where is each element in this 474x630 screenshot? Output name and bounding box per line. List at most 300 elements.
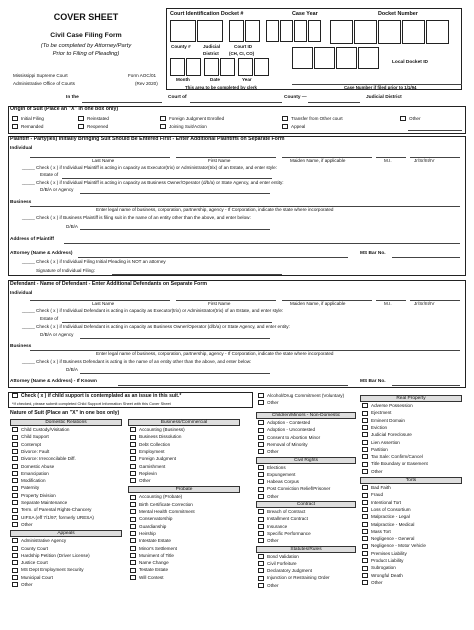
nature-item-habeas-corpus[interactable]: Habeas Corpus	[258, 479, 356, 484]
checkbox[interactable]	[258, 554, 264, 559]
nature-item-debt-collection[interactable]: Debt Collection	[130, 442, 240, 447]
checkbox[interactable]	[258, 449, 264, 454]
checkbox[interactable]	[130, 449, 136, 454]
nature-item-conservatorship[interactable]: Conservatorship	[130, 516, 240, 521]
checkbox[interactable]	[12, 500, 18, 505]
form-subtitle: Civil Case Filing Form	[50, 32, 122, 39]
nature-item-breach-of-contract[interactable]: Breach of Contract	[258, 509, 356, 514]
checkbox[interactable]	[258, 509, 264, 514]
checkbox[interactable]	[362, 469, 368, 474]
nature-item-other[interactable]: Other	[12, 522, 122, 527]
checkbox[interactable]	[12, 427, 18, 432]
nature-item-accounting-probate[interactable]: Accounting (Probate)	[130, 494, 240, 499]
court-of-field[interactable]	[190, 102, 282, 103]
checkbox[interactable]	[12, 471, 18, 476]
nature-head-appeals: Appeals	[10, 530, 122, 537]
nature-item-elections[interactable]: Elections	[258, 465, 356, 470]
checkbox[interactable]	[130, 435, 136, 440]
checkbox[interactable]	[130, 546, 136, 551]
case-year-box-3[interactable]	[294, 20, 307, 42]
nature-item-emancipation[interactable]: Emancipation	[12, 471, 122, 476]
nature-item-specific-performance[interactable]: Specific Performance	[258, 531, 356, 536]
nature-item-mental-health-commitment[interactable]: Mental Health Commitment	[130, 509, 240, 514]
checkbox[interactable]	[12, 546, 18, 551]
checkbox[interactable]	[362, 425, 368, 430]
checkbox[interactable]	[12, 124, 18, 129]
plaintiff-not-attorney-check[interactable]: _____ Check ( x ) if Individual Filing Initial Pleading is NOT an attorney	[22, 259, 166, 264]
nature-item-municipal-court[interactable]: Municipal Court	[12, 575, 122, 580]
checkbox[interactable]	[362, 440, 368, 445]
plaintiff-address-field[interactable]	[64, 243, 460, 244]
nature-item-negligence-general[interactable]: Negligence - General	[362, 536, 462, 541]
month-label: Month	[176, 77, 190, 82]
defendant-dba-field[interactable]	[80, 338, 270, 339]
nature-item-eviction[interactable]: Eviction	[362, 425, 462, 430]
nature-item-garnishment[interactable]: Garnishment	[130, 464, 240, 469]
nature-item-adverse-possession[interactable]: Adverse Possession	[362, 403, 462, 408]
nature-head-civil-rights: Civil Rights	[256, 457, 356, 464]
county-number-box[interactable]	[170, 20, 196, 42]
local-docket-box-3[interactable]	[336, 47, 357, 69]
defendant-dba-label: D/B/A or Agency	[40, 332, 74, 337]
checkbox[interactable]	[12, 435, 18, 440]
nature-item-subrogation[interactable]: Subrogation	[362, 565, 462, 570]
date-label: Date	[210, 77, 220, 82]
nature-item-other[interactable]: Other	[258, 583, 356, 588]
origin-remanded[interactable]: Remanded	[12, 124, 43, 129]
defendant-ms-bar-label: MS Bar No.	[360, 379, 386, 384]
docket-box-3[interactable]	[378, 20, 401, 44]
checkbox[interactable]	[258, 524, 264, 529]
nature-item-child-support[interactable]: Child Support	[12, 434, 122, 439]
court-id-label: Court ID	[234, 44, 253, 49]
local-docket-box-4[interactable]	[358, 47, 379, 69]
checkbox[interactable]	[12, 493, 18, 498]
nature-item-name-change[interactable]: Name Change	[130, 560, 240, 565]
origin-appeal[interactable]: Appeal	[282, 124, 305, 129]
checkbox[interactable]	[12, 486, 18, 491]
checkbox[interactable]	[78, 124, 84, 129]
nature-item-administrative-agency[interactable]: Administrative Agency	[12, 538, 122, 543]
nature-item-business-dissolution[interactable]: Business Dissolution	[130, 434, 240, 439]
checkbox[interactable]	[12, 522, 18, 527]
checkbox[interactable]	[282, 116, 288, 121]
checkbox[interactable]	[258, 561, 264, 566]
nature-item-other[interactable]: Other	[12, 582, 122, 587]
year-box-2[interactable]	[254, 58, 269, 76]
origin-other[interactable]: Other	[400, 116, 421, 121]
nature-item-intentional-tort[interactable]: Intentional Tort	[362, 500, 462, 505]
nature-item-malpractice-legal[interactable]: Malpractice - Legal	[362, 514, 462, 519]
checkbox[interactable]	[362, 522, 368, 527]
checkbox[interactable]	[258, 479, 264, 484]
nature-head-domestic-relations: Domestic Relations	[10, 419, 122, 426]
nature-item-heirship[interactable]: Heirship	[130, 531, 240, 536]
checkbox[interactable]	[362, 432, 368, 437]
checkbox[interactable]	[12, 560, 18, 565]
date-box-1[interactable]	[204, 58, 219, 76]
nature-item-lien-assertion[interactable]: Lien Assertion	[362, 440, 462, 445]
defendant-dba-check[interactable]: _____ Check ( x ) if Individual Defendant is acting in capacity as Business Owner/Operator (d/b/a) or State Agency, and enter entity:	[22, 324, 290, 329]
case-number-note: Case Number if filed prior to 1/1/94	[344, 85, 417, 90]
checkbox[interactable]	[130, 464, 136, 469]
nature-item-eminent-domain[interactable]: Eminent Domain	[362, 418, 462, 423]
checkbox[interactable]	[130, 478, 136, 483]
nature-item-premises-liability[interactable]: Premises Liability	[362, 551, 462, 556]
nature-item-other[interactable]: Other	[362, 580, 462, 585]
checkbox[interactable]	[362, 514, 368, 519]
nature-item-domestic-abuse[interactable]: Domestic Abuse	[12, 464, 122, 469]
plaintiff-individual-label: Individual	[10, 146, 33, 151]
nature-item-employment[interactable]: Employment	[130, 449, 240, 454]
plaintiff-business-hint: Enter legal name of business, corporation, partnership, agency - If Corporation, indicate the state where incorporated	[96, 207, 334, 212]
nature-item-uifsa-eff-7-1-97-formerly-uresa[interactable]: UIFSA (eff 7/1/97; formerly URESA)	[12, 515, 122, 520]
plaintiff-ms-bar-label: MS Bar No.	[360, 251, 386, 256]
child-support-check[interactable]: Check ( x ) if child support is contemplated as an issue in this suit.*	[12, 393, 181, 400]
nature-item-adoption-contested[interactable]: Adoption - Contested	[258, 420, 356, 425]
checkbox[interactable]	[130, 538, 136, 543]
judicial-label: Judicial	[203, 44, 221, 49]
checkbox[interactable]	[12, 582, 18, 587]
clerk-area-note: This area to be completed by clerk	[185, 85, 257, 90]
case-year-box-4[interactable]	[308, 20, 321, 42]
nature-item-negligence-motor-vehicle[interactable]: Negligence - Motor Vehicle	[362, 543, 462, 548]
nature-item-hardship-petition-driver-license[interactable]: Hardship Petition (Driver License)	[12, 553, 122, 558]
origin-transfer[interactable]: Transfer from Other court	[282, 116, 343, 121]
checkbox[interactable]	[258, 487, 264, 492]
plaintiff-title: Plaintiff - Party(ies) Initially Bringing Suit Should Be Entered First - Enter Additional Plaintiffs on Separate Form	[10, 136, 285, 142]
checkbox[interactable]	[12, 575, 18, 580]
nature-item-divorce-fault[interactable]: Divorce: Fault	[12, 449, 122, 454]
defendant-individual-label: Individual	[10, 291, 33, 296]
checkbox[interactable]	[258, 576, 264, 581]
checkbox[interactable]	[130, 575, 136, 580]
judicial-district-box[interactable]	[197, 20, 223, 42]
nature-item-divorce-irreconcilable-diff[interactable]: Divorce: Irreconcilable Diff.	[12, 456, 122, 461]
defendant-title: Defendant - Name of Defendant - Enter Additional Defendants on Separate Form	[10, 281, 207, 287]
nature-item-paternity[interactable]: Paternity	[12, 485, 122, 490]
origin-reopened[interactable]: Reopened	[78, 124, 108, 129]
plaintiff-attorney-field[interactable]	[78, 257, 348, 258]
nature-item-ejectment[interactable]: Ejectment	[362, 410, 462, 415]
year-label: Year	[242, 77, 252, 82]
nature-item-birth-certificate-correction[interactable]: Birth Certificate Correction	[130, 502, 240, 507]
nature-item-other[interactable]: Other	[258, 494, 356, 499]
defendant-dba2-label: D/B/A	[66, 367, 78, 372]
checkbox[interactable]	[258, 442, 264, 447]
defendant-last-name-label: Last Name	[92, 301, 115, 306]
nature-item-separate-maintenance[interactable]: Separate Maintenance	[12, 500, 122, 505]
defendant-maiden-label: Maiden Name, if applicable	[290, 301, 346, 306]
district-label: District	[203, 51, 219, 56]
nature-item-bond-validation[interactable]: Bond Validation	[258, 554, 356, 559]
checkbox[interactable]	[258, 531, 264, 536]
checkbox[interactable]	[362, 558, 368, 563]
defendant-business-label: Business	[10, 344, 32, 349]
plaintiff-dba-check[interactable]: _____ Check ( x ) if Individual Plaintiff is acting in capacity as Business Owner/Operator (d/b/a) or State Agency, and enter entity:	[22, 180, 284, 185]
checkbox[interactable]	[258, 494, 264, 499]
checkbox[interactable]	[130, 531, 136, 536]
checkbox[interactable]	[130, 517, 136, 522]
checkbox[interactable]	[362, 536, 368, 541]
plaintiff-entity-check[interactable]: _____ Check ( x ) if Business Plaintiff is filing suit in the name of an entity other than the above, and enter below:	[22, 215, 251, 220]
nature-item-intestate-estate[interactable]: Intestate Estate	[130, 538, 240, 543]
defendant-estate-label: Estate of	[40, 316, 59, 321]
local-docket-box-1[interactable]	[292, 47, 313, 69]
defendant-attorney-field[interactable]	[118, 385, 348, 386]
case-year-box-2[interactable]	[280, 20, 293, 42]
checkbox[interactable]	[130, 471, 136, 476]
nature-item-loss-of-consortium[interactable]: Loss of Consortium	[362, 507, 462, 512]
checkbox[interactable]	[12, 442, 18, 447]
checkbox[interactable]	[362, 493, 368, 498]
nature-item-installment-contract[interactable]: Installment Contract	[258, 516, 356, 521]
checkbox[interactable]	[12, 449, 18, 454]
checkbox[interactable]	[258, 393, 264, 398]
nature-item-will-contest[interactable]: Will Contest	[130, 575, 240, 580]
checkbox[interactable]	[362, 485, 368, 490]
in-the-label: In the	[66, 95, 79, 100]
nature-item-other[interactable]: Other	[130, 478, 240, 483]
nature-item-tax-sale-confirm-cancel[interactable]: Tax Sale: Confirm/Cancel	[362, 454, 462, 459]
case-year-box-1[interactable]	[266, 20, 279, 42]
nature-item-title-boundary-or-easement[interactable]: Title Boundary or Easement	[362, 461, 462, 466]
origin-initial-filing[interactable]: Initial Filing	[12, 116, 44, 121]
nature-head-children-minors-non-domestic: Children/Minors - Non-Domestic	[256, 412, 356, 419]
nature-item-ms-dept-employment-security[interactable]: MS Dept Employment Security	[12, 567, 122, 572]
nature-item-foreign-judgment[interactable]: Foreign Judgment	[130, 456, 240, 461]
defendant-ms-bar-field[interactable]	[392, 385, 460, 386]
court-of-label: Court of	[168, 95, 187, 100]
nature-head-real-property: Real Property	[360, 395, 462, 402]
nature-item-county-court[interactable]: County Court	[12, 546, 122, 551]
docket-box-5[interactable]	[426, 20, 449, 44]
plaintiff-business-label: Business	[10, 200, 32, 205]
nature-item-other[interactable]: Other	[258, 538, 356, 543]
docket-box-4[interactable]	[402, 20, 425, 44]
checkbox[interactable]	[362, 454, 368, 459]
month-box-2[interactable]	[186, 58, 201, 76]
nature-item-other[interactable]: Other	[258, 449, 356, 454]
nature-item-replevin[interactable]: Replevin	[130, 471, 240, 476]
nature-item-injunction-or-restraining-order[interactable]: Injunction or Restraining Order	[258, 575, 356, 580]
nature-item-product-liability[interactable]: Product Liability	[362, 558, 462, 563]
plaintiff-attorney-label: Attorney (Name & Address)	[10, 251, 73, 256]
nature-head-probate: Probate	[128, 486, 240, 493]
checkbox[interactable]	[130, 495, 136, 500]
checkbox[interactable]	[130, 502, 136, 507]
nature-item-guardianship[interactable]: Guardianship	[130, 524, 240, 529]
nature-item-adoption-uncontested[interactable]: Adoption - Uncontested	[258, 427, 356, 432]
child-support-note: *If checked, please submit completed Child Support Information Sheet with this Cover Sheet	[12, 401, 171, 406]
defendant-executor-check[interactable]: _____ Check ( x ) if Individual Defendant is acting in capacity as Executor(trix) or Administrator(trix) of an Estate, and enter style:	[22, 308, 284, 313]
form-title: COVER SHEET	[53, 12, 119, 22]
checkbox[interactable]	[258, 435, 264, 440]
month-box-1[interactable]	[170, 58, 185, 76]
nature-item-alcohol-drug-commitment-voluntary-top[interactable]: Alcohol/Drug Commitment (Voluntary)	[258, 393, 344, 398]
checkbox[interactable]	[130, 442, 136, 447]
checkbox[interactable]	[12, 553, 18, 558]
checkbox[interactable]	[130, 456, 136, 461]
nature-item-justice-court[interactable]: Justice Court	[12, 560, 122, 565]
checkbox[interactable]	[258, 428, 264, 433]
nature-item-testate-estate[interactable]: Testate Estate	[130, 567, 240, 572]
local-docket-label: Local Docket ID	[392, 60, 428, 65]
court-id-box-1[interactable]	[229, 20, 244, 42]
defendant-dba2-field[interactable]	[80, 373, 270, 374]
checkbox[interactable]	[258, 420, 264, 425]
checkbox[interactable]	[12, 116, 18, 121]
defendant-first-name-label: First Name	[208, 301, 231, 306]
nature-item-child-custody-visitation[interactable]: Child Custody/Visitation	[12, 427, 122, 432]
checkbox[interactable]	[362, 507, 368, 512]
plaintiff-dba2-field[interactable]	[80, 229, 270, 230]
nature-item-civil-forfeiture[interactable]: Civil Forfeiture	[258, 561, 356, 566]
checkbox[interactable]	[12, 508, 18, 513]
nature-item-post-conviction-relief-prisoner[interactable]: Post Conviction Relief/Prisoner	[258, 486, 356, 491]
checkbox[interactable]	[362, 403, 368, 408]
checkbox[interactable]	[362, 529, 368, 534]
checkbox[interactable]	[362, 462, 368, 467]
nature-item-term-of-parental-rights-chancery[interactable]: Term. of Parental Rights-Chancery	[12, 507, 122, 512]
nature-item-malpractice-medical[interactable]: Malpractice - Medical	[362, 522, 462, 527]
checkbox[interactable]	[400, 116, 406, 121]
nature-item-insurance[interactable]: Insurance	[258, 524, 356, 529]
origin-foreign-judgment[interactable]: Foreign Judgment Enrolled	[160, 116, 224, 121]
checkbox[interactable]	[12, 568, 18, 573]
nature-item-wrongful-death[interactable]: Wrongful Death	[362, 573, 462, 578]
nature-item-mass-tort[interactable]: Mass Tort	[362, 529, 462, 534]
plaintiff-mi-label: M.I.	[384, 158, 392, 163]
checkbox[interactable]	[362, 551, 368, 556]
defendant-attorney-label: Attorney (Name & Address) - If Known	[10, 379, 97, 384]
nature-item-muniment-of-title[interactable]: Muniment of Title	[130, 553, 240, 558]
checkbox[interactable]	[362, 544, 368, 549]
checkbox[interactable]	[130, 560, 136, 565]
checkbox[interactable]	[258, 400, 264, 405]
judicial-district-label: Judicial District	[366, 95, 402, 100]
checkbox[interactable]	[258, 568, 264, 573]
case-number-field[interactable]	[292, 84, 462, 85]
checkbox[interactable]	[78, 116, 84, 121]
nature-item-partition[interactable]: Partition	[362, 447, 462, 452]
plaintiff-estate-field[interactable]	[62, 178, 272, 179]
nature-item-judicial-foreclosure[interactable]: Judicial Foreclosure	[362, 432, 462, 437]
checkbox[interactable]	[362, 447, 368, 452]
docket-box-2[interactable]	[354, 20, 377, 44]
court-left-2: Administrative Office of Courts	[13, 81, 75, 86]
defendant-estate-field[interactable]	[62, 322, 272, 323]
form-revision: (Rev 2020)	[135, 81, 158, 86]
year-box-1[interactable]	[238, 58, 253, 76]
court-id-docket-label: Court Identification Docket #	[170, 11, 244, 17]
checkbox[interactable]	[258, 538, 264, 543]
plaintiff-suffix-label: Jr/Sr/III/IV	[414, 158, 435, 163]
nature-item-other-top[interactable]: Other	[258, 400, 279, 405]
checkbox[interactable]	[130, 524, 136, 529]
checkbox[interactable]	[258, 465, 264, 470]
checkbox[interactable]	[130, 568, 136, 573]
checkbox[interactable]	[362, 566, 368, 571]
checkbox[interactable]	[12, 464, 18, 469]
nature-head-statutes-rules: Statutes/Rules	[256, 546, 356, 553]
nature-item-contempt[interactable]: Contempt	[12, 442, 122, 447]
plaintiff-last-name-label: Last Name	[92, 158, 115, 163]
county-field[interactable]	[308, 102, 360, 103]
checkbox[interactable]	[12, 515, 18, 520]
checkbox[interactable]	[160, 124, 166, 129]
form-number: Form AOC/01	[128, 73, 157, 78]
checkbox[interactable]	[362, 411, 368, 416]
plaintiff-dba-label: D/B/A or Agency	[40, 187, 74, 192]
defendant-mi-label: M.I.	[384, 301, 392, 306]
checkbox[interactable]	[12, 478, 18, 483]
nature-item-removal-of-minority[interactable]: Removal of Minority	[258, 442, 356, 447]
checkbox[interactable]	[362, 573, 368, 578]
origin-reinstated[interactable]: Reinstated	[78, 116, 109, 121]
origin-other-field[interactable]	[408, 130, 462, 131]
nature-item-other[interactable]: Other	[362, 469, 462, 474]
form-note-line2: Prior to Filing of Pleading)	[52, 51, 120, 57]
checkbox[interactable]	[258, 472, 264, 477]
plaintiff-executor-check[interactable]: _____ Check ( x ) if Individual Plaintiff is acting in capacity as Executor(trix) or Administrator(trix) of an Estate, and enter style:	[22, 165, 277, 170]
docket-box-1[interactable]	[330, 20, 353, 44]
nature-item-expungement[interactable]: Expungement	[258, 472, 356, 477]
origin-joining-suit[interactable]: Joining Suit/Action	[160, 124, 207, 129]
court-id-box-2[interactable]	[245, 20, 260, 42]
plaintiff-estate-label: Estate of	[40, 172, 59, 177]
checkbox[interactable]	[282, 124, 288, 129]
nature-item-declaratory-judgment[interactable]: Declaratory Judgment	[258, 568, 356, 573]
county-label: County —	[284, 95, 307, 100]
checkbox[interactable]	[130, 553, 136, 558]
plaintiff-dba-field[interactable]	[80, 193, 270, 194]
checkbox[interactable]	[362, 418, 368, 423]
nature-item-consent-to-abortion-minor[interactable]: Consent to Abortion Minor	[258, 435, 356, 440]
in-the-field[interactable]	[82, 102, 162, 103]
docket-number-label: Docket Number	[378, 11, 418, 17]
checkbox[interactable]	[12, 456, 18, 461]
nature-item-minor-s-settlement[interactable]: Minor's Settlement	[130, 546, 240, 551]
defendant-suffix-label: Jr/Sr/III/IV	[414, 301, 435, 306]
nature-item-bad-faith[interactable]: Bad Faith	[362, 485, 462, 490]
checkbox[interactable]	[130, 427, 136, 432]
form-note-line1: (To be completed by Attorney/Party	[40, 43, 132, 49]
checkbox[interactable]	[362, 580, 368, 585]
plaintiff-ms-bar-field[interactable]	[392, 257, 460, 258]
defendant-entity-check[interactable]: _____ Check ( x ) if Business Defendant is acting in the name of an entity other than the above, and enter below:	[22, 359, 252, 364]
nature-head-business-commercial: Business/Commercial	[128, 419, 240, 426]
nature-item-property-division[interactable]: Property Division	[12, 493, 122, 498]
checkbox[interactable]	[258, 583, 264, 588]
checkbox[interactable]	[12, 538, 18, 543]
checkbox[interactable]	[160, 116, 166, 121]
case-year-label: Case Year	[292, 11, 318, 17]
checkbox[interactable]	[362, 500, 368, 505]
plaintiff-maiden-label: Maiden Name, if applicable	[290, 158, 346, 163]
date-box-2[interactable]	[220, 58, 235, 76]
plaintiff-dba2-label: D/B/A	[66, 224, 78, 229]
nature-item-accounting-business[interactable]: Accounting (Business)	[130, 427, 240, 432]
checkbox[interactable]	[12, 393, 18, 398]
plaintiff-signature-field[interactable]	[112, 274, 282, 275]
checkbox[interactable]	[130, 509, 136, 514]
local-docket-box-2[interactable]	[314, 47, 335, 69]
plaintiff-address-label: Address of Plaintiff	[10, 237, 54, 242]
checkbox[interactable]	[258, 517, 264, 522]
nature-item-fraud[interactable]: Fraud	[362, 492, 462, 497]
nature-item-modification[interactable]: Modification	[12, 478, 122, 483]
